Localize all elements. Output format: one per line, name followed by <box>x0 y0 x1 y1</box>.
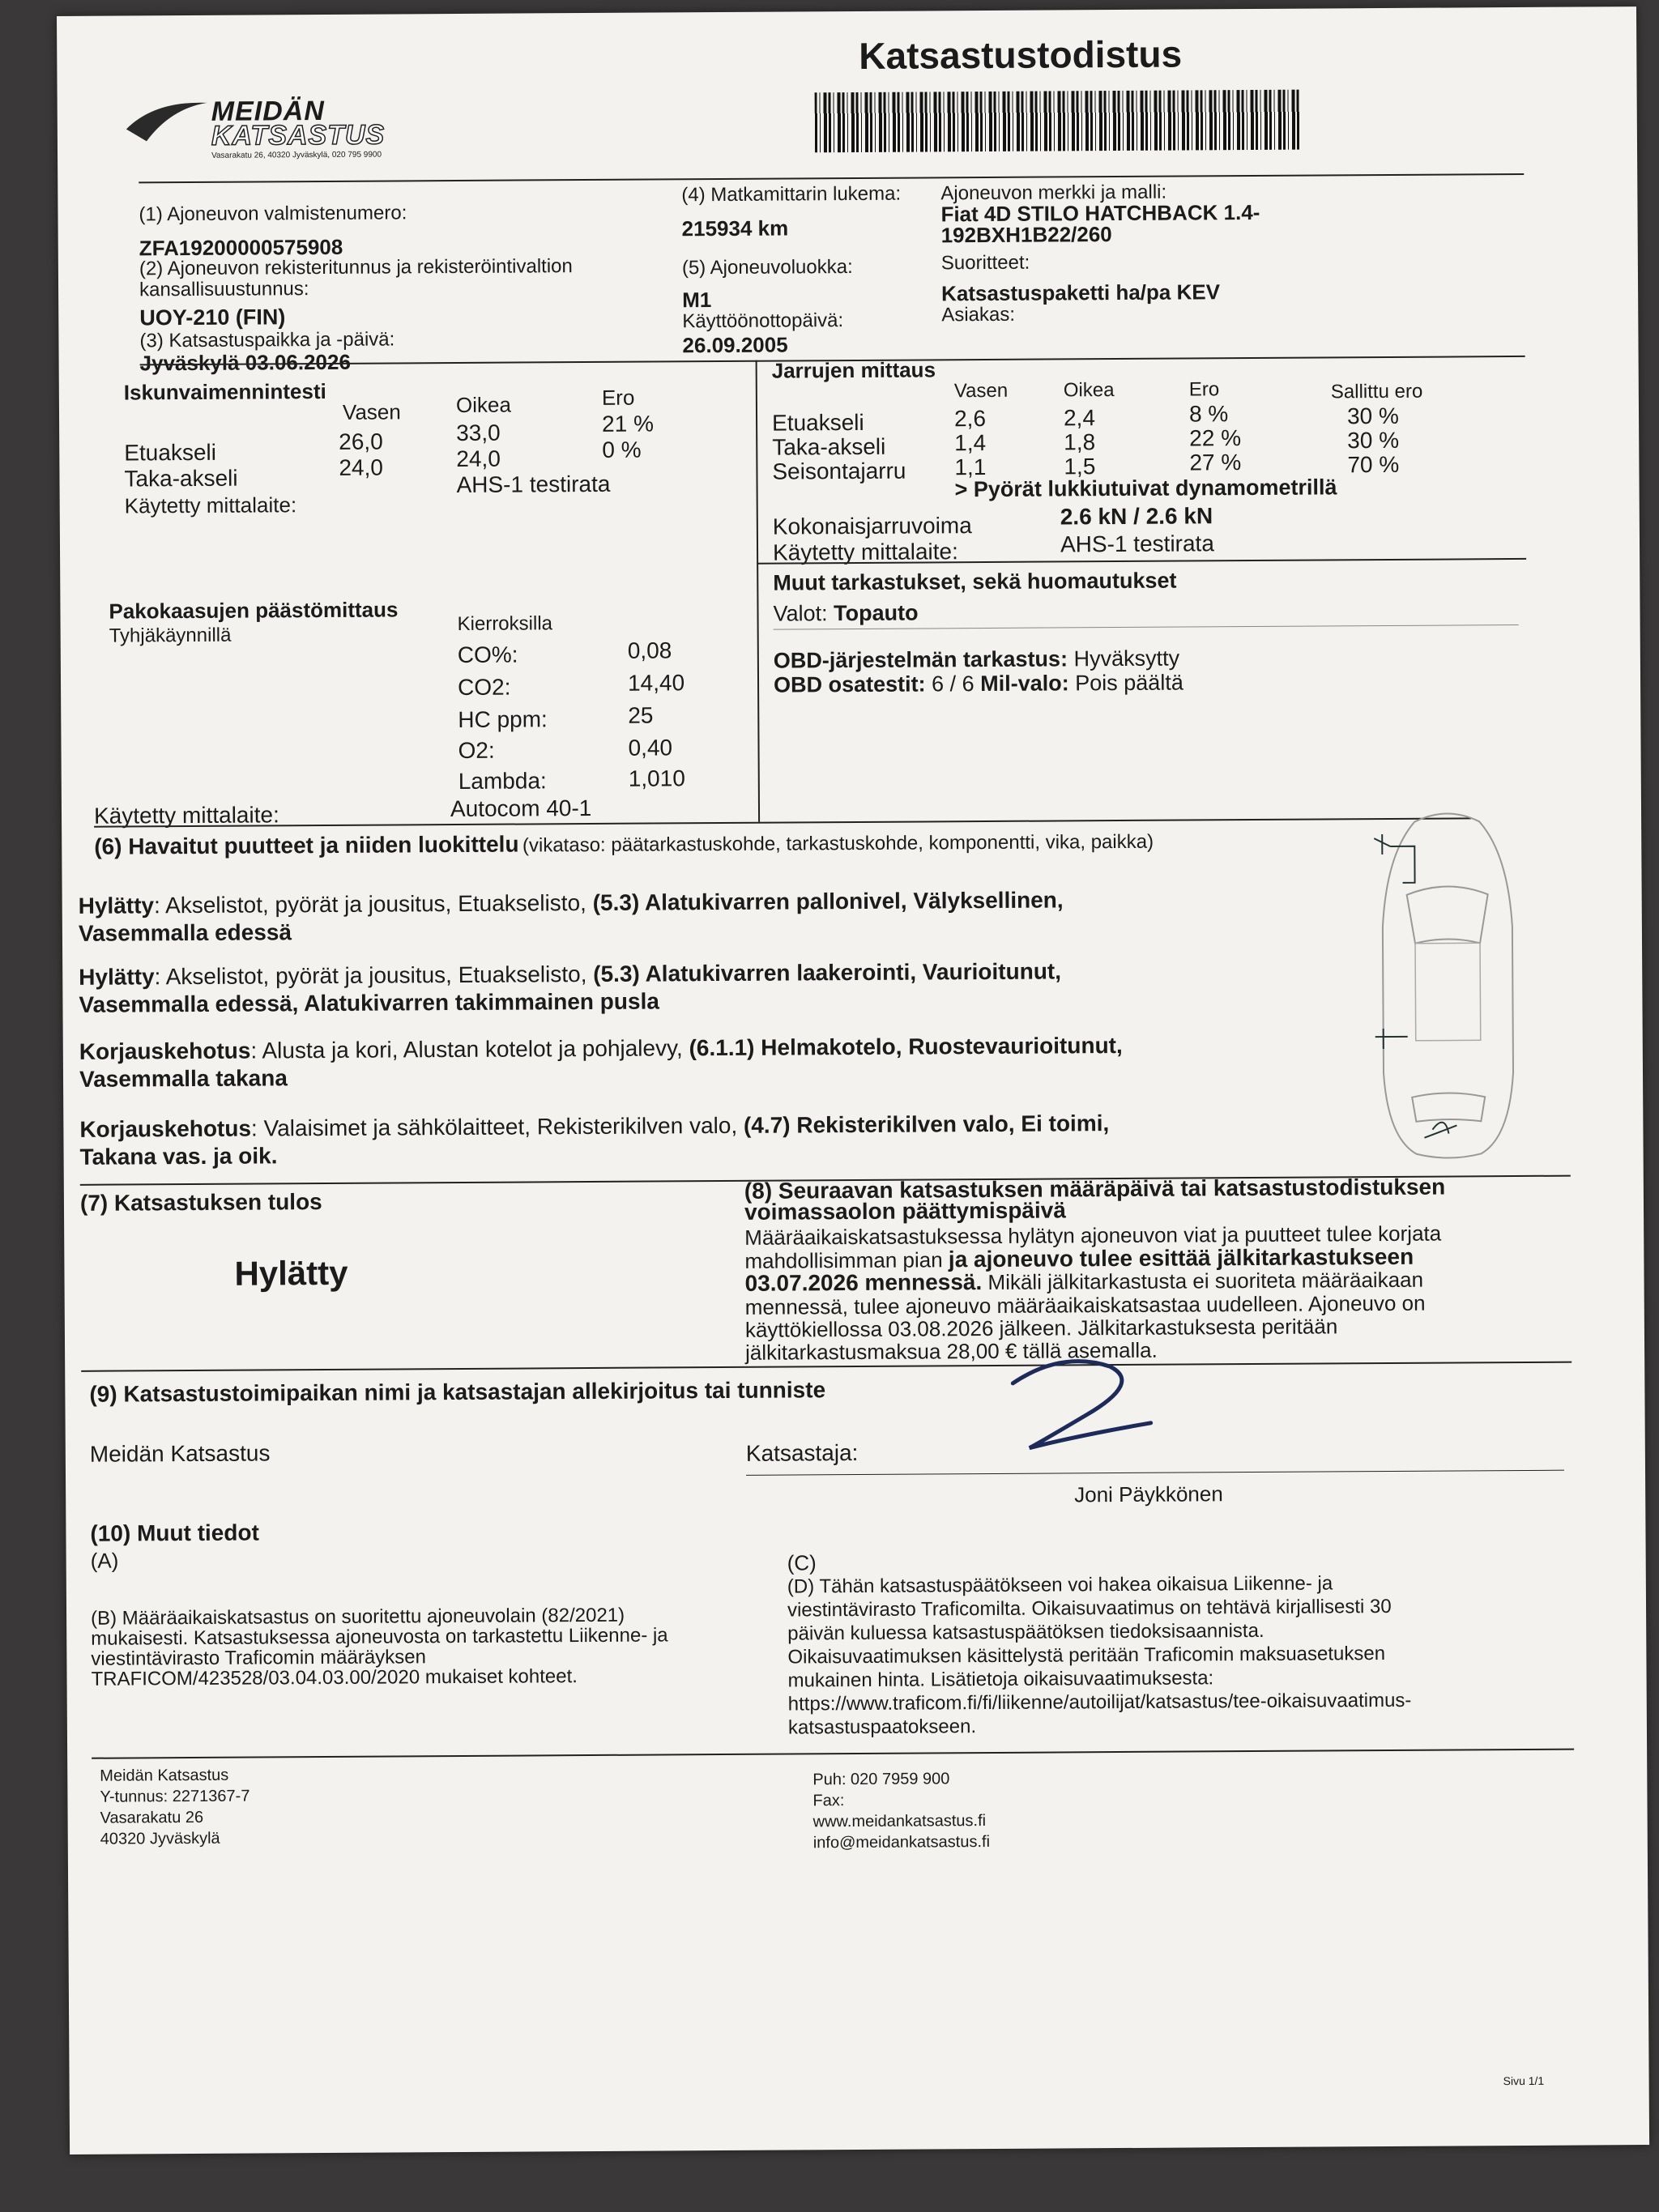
shock-title: Iskunvaimennintesti <box>123 378 326 405</box>
defect-plain: : Akselistot, pyörät ja jousitus, Etuakselisto, <box>154 961 587 990</box>
document-title: Katsastustodistus <box>859 32 1183 77</box>
place-label: (3) Katsastuspaikka ja -päivä: <box>139 328 395 352</box>
other-title: Muut tarkastukset, sekä huomautukset <box>773 568 1177 595</box>
brakes-row-left: 2,6 <box>953 406 987 432</box>
brakes-row-right: 1,8 <box>1064 429 1096 455</box>
misc-b <box>91 1605 668 1689</box>
logo-text-1: MEIDÄN <box>211 95 325 127</box>
next-title-2: voimassaolon päättymispäivä <box>744 1197 1066 1225</box>
defect-bold: (6.1.1) Helmakotelo, Ruostevaurioitunut, <box>689 1032 1123 1061</box>
emissions-row-value: 0,40 <box>628 735 673 761</box>
divider <box>139 173 1524 183</box>
next-line: jälkitarkastusmaksua 28,00 € tällä asemalla. <box>745 1337 1158 1365</box>
emissions-row-value: 0,08 <box>627 637 672 663</box>
shock-row-left: 24,0 <box>339 454 384 480</box>
brakes-header-left: Vasen <box>953 379 1009 403</box>
emissions-row-label: CO%: <box>457 641 518 667</box>
defect-bold: (5.3) Alatukivarren laakerointi, Vaurioitunut, <box>593 958 1062 987</box>
defects-title: (6) Havaitut puutteet ja niiden luokittelu <box>94 831 519 859</box>
brakes-title: Jarrujen mittaus <box>771 357 936 383</box>
shock-row-label: Taka-akseli <box>124 465 238 492</box>
emissions-row-value: 25 <box>628 702 654 728</box>
shock-row-diff: 0 % <box>602 437 642 462</box>
brakes-device-value: AHS-1 testirata <box>1060 531 1214 557</box>
defect-item <box>79 1032 1123 1093</box>
misc-d <box>787 1571 1412 1740</box>
obd-row <box>774 646 1179 674</box>
brakes-row-diff: 27 % <box>1189 450 1242 475</box>
footer-right <box>812 1768 990 1853</box>
result-value: Hylätty <box>234 1253 348 1293</box>
place-value: Jyväskylä 03.06.2026 <box>139 349 351 376</box>
footer-left <box>100 1765 250 1850</box>
emissions-title: Pakokaasujen päästömittaus <box>109 597 399 624</box>
next-line-bold: 03.07.2026 mennessä. <box>744 1269 983 1296</box>
misc-d-line: katsastuspaatokseen. <box>787 1715 977 1739</box>
lights-row <box>773 601 918 627</box>
column-divider <box>756 360 760 822</box>
emissions-device-value: Autocom 40-1 <box>450 795 592 822</box>
brakes-row-left: 1,4 <box>954 430 987 456</box>
brakes-total-value: 2.6 kN / 2.6 kN <box>1060 503 1213 530</box>
emissions-row-label: Lambda: <box>458 768 547 794</box>
misc-a: (A) <box>90 1548 119 1573</box>
emissions-row-value: 14,40 <box>627 670 685 696</box>
lights-label: Valot: <box>773 601 828 626</box>
next-line: käyttökiellossa 03.08.2026 jälkeen. Jälkitarkastuksesta peritään <box>744 1314 1338 1342</box>
defects-subtitle: (vikataso: päätarkastuskohde, tarkastuskohde, komponentti, vika, paikka) <box>522 830 1154 857</box>
defect-bold-2: Takana vas. ja oik. <box>79 1143 278 1170</box>
shock-header-left: Vasen <box>342 399 401 424</box>
misc-d-line: Oikaisuvaatimuksen käsittelystä peritään Traficomin maksuasetuksen <box>787 1643 1386 1669</box>
lights-value: Topauto <box>833 600 919 626</box>
class-value: M1 <box>682 288 712 313</box>
divider <box>92 1749 1574 1759</box>
defect-plain: : Alusta ja kori, Alustan kotelot ja pohjalevy, <box>250 1035 683 1063</box>
footer-company: Meidän Katsastus <box>100 1766 229 1785</box>
footer-website: www.meidankatsastus.fi <box>812 1812 987 1831</box>
brakes-total-label: Kokonaisjarruvoima <box>772 513 972 539</box>
shock-device-label: Käytetty mittalaite: <box>124 492 297 518</box>
mil-label: Mil-valo: <box>980 671 1069 697</box>
defect-bold: (5.3) Alatukivarren pallonivel, Välyksellinen, <box>592 887 1064 915</box>
emissions-row-label: HC ppm: <box>458 706 548 732</box>
next-line: mennessä, tulee ajoneuvo määräaikaiskatsastaa uudelleen. Ajoneuvo on <box>744 1290 1426 1319</box>
defect-level: Korjauskehotus <box>79 1115 252 1142</box>
defect-level: Korjauskehotus <box>79 1038 251 1064</box>
logo-small-text: Vasarakatu 26, 40320 Jyväskylä, 020 795 9900 <box>211 150 382 160</box>
logo-swoosh-icon <box>122 96 211 146</box>
brakes-row-diff: 22 % <box>1189 425 1242 451</box>
car-diagram-icon <box>1366 805 1530 1162</box>
footer-fax: Fax: <box>812 1792 845 1810</box>
obd-sub-label: OBD osatestit: <box>773 671 926 697</box>
misc-b-line: viestintävirasto Traficomin määräyksen <box>91 1646 426 1670</box>
emissions-idle-label: Tyhjäkäynnillä <box>109 624 232 647</box>
brakes-note: > Pyörät lukkiutuivat dynamometrillä <box>954 475 1337 502</box>
barcode <box>815 90 1301 153</box>
divider <box>94 817 1471 827</box>
defect-item <box>79 886 1064 947</box>
misc-d-line: mukainen hinta. Lisätietoja oikaisuvaatimuksesta: <box>787 1667 1214 1692</box>
brakes-row-allowed: 30 % <box>1346 403 1399 429</box>
defects-header <box>94 828 1154 860</box>
brakes-device-label: Käytetty mittalaite: <box>772 539 958 565</box>
class-label: (5) Ajoneuvoluokka: <box>681 256 853 279</box>
make-value-2: 192BXH1B22/260 <box>940 222 1112 248</box>
obd-label: OBD-järjestelmän tarkastus: <box>773 646 1068 673</box>
inspector-name: Joni Päykkönen <box>1074 1481 1223 1507</box>
signature-line <box>746 1470 1564 1476</box>
shock-row-right: 33,0 <box>456 420 501 445</box>
brakes-row-label: Etuakseli <box>771 409 864 436</box>
next-line-plain: Mikäli jälkitarkastusta ei suoriteta määräaikaan <box>987 1267 1424 1295</box>
defect-item <box>79 1110 1109 1171</box>
brakes-row-left: 1,1 <box>954 454 987 480</box>
misc-title: (10) Muut tiedot <box>90 1519 259 1546</box>
emissions-row-label: CO2: <box>457 674 511 700</box>
footer-phone: Puh: 020 7959 900 <box>812 1770 950 1789</box>
customer-label: Asiakas: <box>941 303 1016 326</box>
brakes-row-label: Seisontajarru <box>772 458 906 484</box>
next-line-bold: ja ajoneuvo tulee esittää jälkitarkastukseen <box>948 1243 1414 1272</box>
misc-d-line: päivän kuluessa katsastuspäätöksen tiedoksisaannista. <box>787 1619 1265 1645</box>
shock-device-value: AHS-1 testirata <box>456 471 611 497</box>
misc-d-line: (D) Tähän katsastuspäätökseen voi hakea oikaisua Liikenne- ja <box>787 1572 1333 1598</box>
reg-label: (2) Ajoneuvon rekisteritunnus ja rekisteröintivaltion kansallisuustunnus: <box>139 255 573 301</box>
reg-value: UOY-210 (FIN) <box>139 305 286 330</box>
defect-bold-2: Vasemmalla takana <box>79 1065 288 1092</box>
emissions-row-value: 1,010 <box>628 765 685 791</box>
defect-bold-2: Vasemmalla edessä <box>78 919 292 946</box>
brakes-header-diff: Ero <box>1188 378 1220 401</box>
footer-city: 40320 Jyväskylä <box>100 1829 220 1848</box>
shock-header-diff: Ero <box>601 385 635 410</box>
defect-level: Hylätty <box>78 893 155 918</box>
station-name: Meidän Katsastus <box>89 1440 271 1467</box>
brakes-row-diff: 8 % <box>1188 401 1229 427</box>
brakes-row-right: 2,4 <box>1063 405 1096 431</box>
emissions-rpm-label: Kierroksilla <box>457 612 553 635</box>
obd-sub-value: 6 / 6 <box>932 671 975 697</box>
odometer-label: (4) Matkamittarin lukema: <box>681 182 902 207</box>
brakes-header-right: Oikea <box>1063 379 1115 402</box>
misc-d-line: viestintävirasto Traficomilta. Oikaisuvaatimus on tehtävä kirjallisesti 30 <box>787 1595 1392 1622</box>
brakes-row-right: 1,5 <box>1064 454 1096 479</box>
result-title: (7) Katsastuksen tulos <box>79 1189 322 1216</box>
shock-row-diff: 21 % <box>601 411 655 437</box>
vin-value: ZFA19200000575908 <box>139 234 343 261</box>
shock-row-label: Etuakseli <box>124 439 217 466</box>
inspector-label: Katsastaja: <box>745 1439 859 1466</box>
misc-b-line: (B) Määräaikaiskatsastus on suoritettu ajoneuvolain (82/2021) <box>91 1604 625 1630</box>
defect-item <box>79 957 1061 1018</box>
shock-header-right: Oikea <box>455 392 511 417</box>
defect-plain: : Akselistot, pyörät ja jousitus, Etuakselisto, <box>153 890 586 918</box>
odometer-value: 215934 km <box>681 215 789 241</box>
misc-d-line: https://www.traficom.fi/fi/liikenne/autoilijat/katsastus/tee-oikaisuvaatimus- <box>787 1689 1412 1715</box>
vin-label: (1) Ajoneuvon valmistenumero: <box>139 202 407 226</box>
brakes-row-allowed: 70 % <box>1347 451 1400 478</box>
services-value: Katsastuspaketti ha/pa KEV <box>941 279 1221 306</box>
misc-b-line: mukaisesti. Katsastuksessa ajoneuvosta on tarkastettu Liikenne- ja <box>91 1624 668 1650</box>
obd-sub-row <box>774 671 1183 698</box>
footer-business-id: Y-tunnus: 2271367-7 <box>100 1787 250 1806</box>
brakes-header-allowed: Sallittu ero <box>1330 380 1423 403</box>
intro-label: Käyttöönottopäivä: <box>682 309 844 333</box>
defect-bold: (4.7) Rekisterikilven valo, Ei toimi, <box>743 1110 1110 1138</box>
emissions-row-label: O2: <box>458 737 495 763</box>
obd-value: Hyväksytty <box>1073 646 1180 671</box>
inspection-certificate-paper <box>57 6 1649 2154</box>
brakes-row-label: Taka-akseli <box>772 433 886 460</box>
defect-level: Hylätty <box>79 964 155 990</box>
intro-value: 26.09.2005 <box>682 332 788 358</box>
defect-plain: : Valaisimet ja sähkölaitteet, Rekisterikilven valo, <box>250 1112 738 1141</box>
misc-b-line: TRAFICOM/423528/03.04.03.00/2020 mukaiset kohteet. <box>91 1665 578 1690</box>
footer-email: info@meidankatsastus.fi <box>812 1833 991 1852</box>
make-label: Ajoneuvon merkki ja malli: <box>940 181 1167 205</box>
defect-bold-2: Vasemmalla edessä, Alatukivarren takimmainen pusla <box>79 988 659 1017</box>
logo-text-2: KATSASTUS <box>211 119 386 151</box>
misc-c: (C) <box>787 1550 817 1575</box>
shock-row-right: 24,0 <box>456 445 501 471</box>
emissions-device-label: Käytetty mittalaite: <box>93 802 279 829</box>
signature-title: (9) Katsastustoimipaikan nimi ja katsastajan allekirjoitus tai tunniste <box>89 1377 826 1407</box>
footer-street: Vasarakatu 26 <box>100 1808 204 1827</box>
next-title-1: (8) Seuraavan katsastuksen määräpäivä tai katsastustodistuksen <box>744 1174 1446 1204</box>
mil-value: Pois päältä <box>1075 670 1183 696</box>
make-value-1: Fiat 4D STILO HATCHBACK 1.4- <box>940 199 1260 227</box>
next-line: Määräaikaiskatsastuksessa hylätyn ajoneuvon viat ja puutteet tulee korjata <box>744 1221 1442 1250</box>
services-label: Suoritteet: <box>940 251 1030 275</box>
shock-row-left: 26,0 <box>339 428 383 454</box>
next-line-plain: mahdollisimman pian <box>744 1247 943 1273</box>
page-number: Sivu 1/1 <box>1503 2073 1545 2088</box>
brakes-row-allowed: 30 % <box>1347 427 1400 454</box>
signature-icon <box>988 1349 1200 1456</box>
